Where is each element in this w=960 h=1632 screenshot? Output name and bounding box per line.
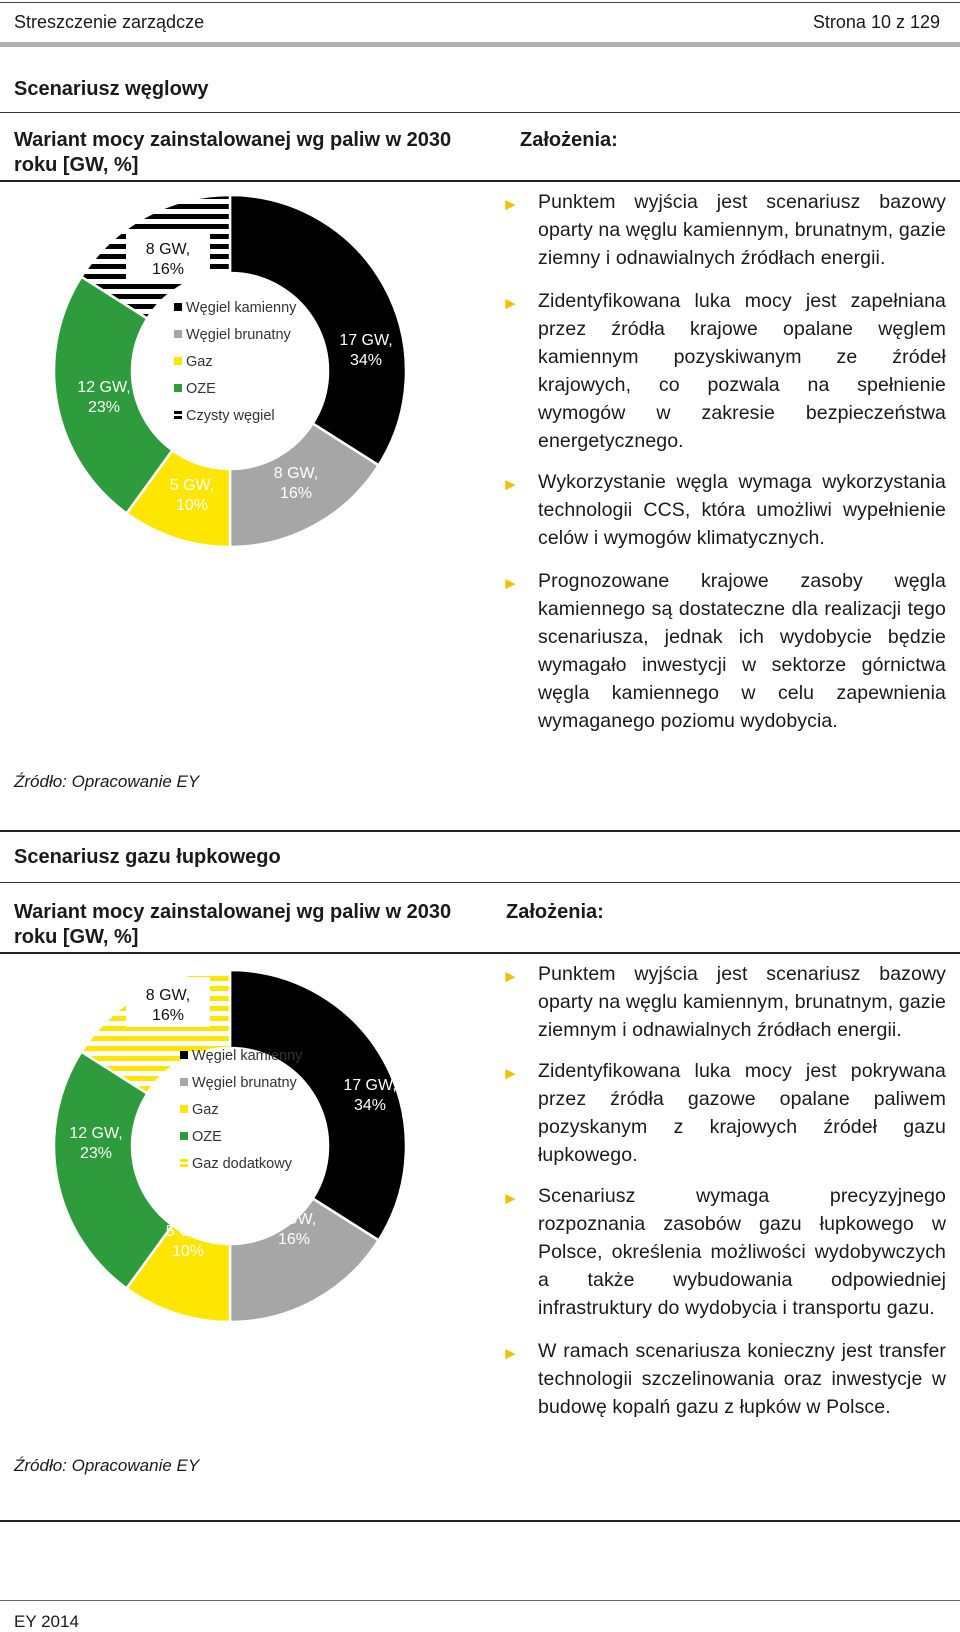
assumption-item: ► W ramach scenariusza konieczny jest transfer technologii szczelinowania oraz inwestycje w budowę kopalń gazu z łupków w Polsce. (502, 1340, 946, 1418)
chart-title: Wariant mocy zainstalowanej wg paliw w 2030 roku [GW, %] (14, 901, 452, 948)
page-number: Strona 10 z 129 (812, 12, 940, 32)
legend-label: OZE (186, 381, 216, 397)
assumption-item: ► Zidentyfikowana luka mocy jest pokrywana przez źródła gazowe opalane paliwem pozyskanym z krajowych źródeł gazu łupkowego. (502, 1060, 946, 1166)
data-label: 12 GW, (77, 379, 131, 396)
legend-item (174, 354, 213, 370)
legend-label: Gaz (192, 1102, 219, 1118)
legend-item (180, 1075, 298, 1091)
footer-text: EY 2014 (14, 1612, 79, 1631)
data-label: 10% (175, 497, 209, 514)
legend-item (174, 327, 292, 343)
section-title: Scenariusz węglowy (14, 78, 209, 100)
assumption-item: ► Punktem wyjścia jest scenariusz bazowy oparty na węglu kamiennym, brunatnym, gazie ziemny i odnawialnych źródłach energii. (502, 191, 946, 269)
legend-swatch (180, 1132, 188, 1140)
bullet-arrow-icon: ► (502, 475, 519, 494)
assumption-item: ► Scenariusz wymaga precyzyjnego rozpoznania zasobów gazu łupkowego w Polsce, określenia możliwości wydobywczych a także wybudowania odpowiedniej infrastruktury do wydobycia i transportu gazu. (502, 1185, 946, 1319)
data-label: 34% (349, 352, 383, 369)
source-note: Źródło: Opracowanie EY (14, 772, 200, 791)
data-label: 10% (171, 1243, 205, 1260)
legend-swatch (180, 1051, 188, 1059)
data-label: 16% (151, 261, 185, 278)
page-header-title: Streszczenie zarządcze (14, 12, 205, 32)
data-label: 8 GW, (273, 465, 319, 482)
legend-swatch (180, 1164, 188, 1167)
bullet-arrow-icon: ► (502, 195, 519, 214)
section-rule (0, 112, 960, 113)
bullet-arrow-icon: ► (502, 1189, 519, 1208)
data-label: 5 GW, (165, 1223, 211, 1240)
section-rule (0, 952, 960, 954)
legend-label: Gaz (186, 354, 213, 370)
section-title: Scenariusz gazu łupkowego (14, 846, 281, 868)
legend-label: Czysty węgiel (186, 408, 275, 424)
data-label: 23% (79, 1145, 113, 1162)
legend-label: Węgiel kamienny (192, 1048, 303, 1064)
donut-chart-coal (0, 184, 480, 784)
source-note: Źródło: Opracowanie EY (14, 1456, 200, 1475)
bullet-arrow-icon: ► (502, 574, 519, 593)
top-border (0, 2, 960, 3)
data-label: 8 GW, (145, 987, 191, 1004)
data-label: 16% (279, 485, 313, 502)
assumptions-title: Założenia: (506, 901, 604, 923)
donut-chart-shale-gas (0, 956, 480, 1476)
legend-label: Węgiel brunatny (192, 1075, 297, 1091)
data-label: 34% (353, 1097, 387, 1114)
legend-swatch (180, 1105, 188, 1113)
section-rule (0, 830, 960, 832)
assumption-item: ► Prognozowane krajowe zasoby węgla kamiennego są dostateczne dla realizacji tego scenariusza, jednak ich wydobycie będzie wymagało inwestycji w sektorze górnictwa węgla kamiennego w celu zapewnienia wymaganego poziomu wydobycia. (502, 570, 946, 732)
legend-item (174, 381, 216, 397)
legend-item (180, 1048, 303, 1064)
chart-title: Wariant mocy zainstalowanej wg paliw w 2030 roku [GW, %] (14, 129, 452, 176)
legend-item (174, 408, 275, 424)
legend-item (180, 1156, 293, 1172)
legend-swatch (180, 1078, 188, 1086)
header-rule (0, 42, 960, 47)
data-label: 16% (277, 1231, 311, 1248)
bullet-arrow-icon: ► (502, 1064, 519, 1083)
assumptions-list (502, 188, 946, 750)
section-rule (0, 882, 960, 883)
assumption-item: ► Punktem wyjścia jest scenariusz bazowy oparty na węglu kamiennym, brunatnym, gazie ziemnym i odnawialnych źródłach energii. (502, 963, 946, 1041)
bullet-arrow-icon: ► (502, 967, 519, 986)
legend-label: Gaz dodatkowy (192, 1156, 292, 1172)
data-label: 16% (151, 1007, 185, 1024)
legend-swatch (174, 416, 182, 419)
data-label: 17 GW, (343, 1077, 397, 1094)
legend-label: Węgiel brunatny (186, 327, 291, 343)
legend-item (174, 300, 297, 316)
assumptions-list (502, 960, 946, 1436)
assumptions-title: Założenia: (520, 129, 618, 151)
footer-rule (0, 1600, 960, 1601)
data-label: 23% (87, 399, 121, 416)
section-rule (0, 1520, 960, 1522)
legend-label: OZE (192, 1129, 222, 1145)
data-label: 8 GW, (271, 1211, 317, 1228)
assumption-item: ► Wykorzystanie węgla wymaga wykorzystania technologii CCS, która umożliwi wypełnienie celów i wymogów klimatycznych. (502, 471, 946, 549)
legend-swatch (180, 1159, 188, 1162)
bullet-arrow-icon: ► (502, 1344, 519, 1363)
legend-swatch (174, 330, 182, 338)
legend-swatch (174, 357, 182, 365)
section-rule (0, 180, 960, 182)
legend-item (180, 1129, 222, 1145)
assumption-item: ► Zidentyfikowana luka mocy jest zapełniana przez źródła krajowe opalane węglem kamiennym pozyskiwanym ze źródeł krajowych, co pozwala na spełnienie wymogów w zakresie bezpieczeństwa energetycznego. (502, 290, 946, 452)
legend-swatch (174, 411, 182, 414)
data-label: 5 GW, (169, 477, 215, 494)
legend-swatch (174, 303, 182, 311)
legend-label: Węgiel kamienny (186, 300, 297, 316)
data-label: 17 GW, (339, 332, 393, 349)
legend-item (180, 1102, 219, 1118)
legend-swatch (174, 384, 182, 392)
data-label: 12 GW, (69, 1125, 123, 1142)
data-label: 8 GW, (145, 241, 191, 258)
bullet-arrow-icon: ► (502, 294, 519, 313)
